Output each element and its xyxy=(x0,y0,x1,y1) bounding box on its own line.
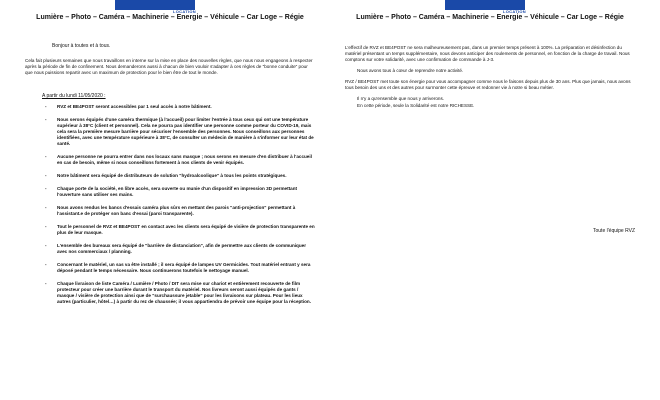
list-item: - Concernant le matériel, un sas va être installé ; il sera équipé de lampes UV Germicides. Tout matériel entrant y sera déposé pendant le temps nécessaire. Nous continuerons toutefois le nettoyage manuel. xyxy=(45,262,315,274)
measures-list xyxy=(25,104,315,312)
list-item: - Chaque livraison de liste Caméra / Lumière / Photo / DIT sera mise sur chariot et entièrement recouverte de film protecteur pour créer une barrière durant le transport du matériel. Nos livreurs seront aussi équipés de gants / masque / visière de protection ainsi que de "surchaussure jetable" pour les livraisons sur plateau. Pour les lieux autres (particulier, hôtel…) à partir du rez de chaussée; il vous appartiendra de prévoir une équipe pour la réception. xyxy=(45,281,315,305)
header-tagline: Lumière – Photo – Caméra – Machinerie – Energie – Véhicule – Car Loge – Régie xyxy=(356,14,624,21)
list-item: - L'ensemble des bureaux sera équipé de "barrière de distanciation", afin de permettre aux clients de communiquer avec nos commerciaux / planning. xyxy=(45,243,315,255)
list-item: - Tout le personnel de RVZ et BE4POST en contact avec les clients sera équipé de visière de protection transparente en plus de leur masque. xyxy=(45,224,315,236)
left-page xyxy=(25,0,315,400)
greeting: Bonjour à toutes et à tous. xyxy=(52,43,111,49)
right-page xyxy=(345,0,635,400)
support-paragraph: RVZ / BE4POST met toute son énergie pour vous accompagner comme nous le faisons depuis plus de 30 ans. Plus que jamais, nous avons tous besoin des uns et des autres pour surmonter cette épreuve et redonner vie à notre si beau métier. xyxy=(345,79,631,90)
logo-location-text: LOCATION xyxy=(503,9,526,14)
list-item: - Notre bâtiment sera équipé de distributeurs de solution "hydroalcoolique" à tous les points stratégiques. xyxy=(45,173,315,179)
list-item: - Aucune personne ne pourra entrer dans nos locaux sans masque ; nous serons en mesure d'en distribuer à l'accueil en cas de besoin, même si nous conseillons fortement à nos clients de venir équipés. xyxy=(45,154,315,166)
list-item: - RVZ et BE4POST seront accessibles par 1 seul accès à notre bâtiment. xyxy=(45,104,315,110)
closing-text xyxy=(345,45,635,114)
together-line: Il n'y a qu'ensemble que nous y arriverons. xyxy=(357,96,445,101)
header-tagline: Lumière – Photo – Caméra – Machinerie – Energie – Véhicule – Car Loge – Régie xyxy=(36,14,304,21)
list-item: - Nous avons rendus les bancs d'essais caméra plus sûrs en mettant des parois "anti-projection" permettant à l'assistant.e de protéger son banc d'essai (paroi transparente). xyxy=(45,205,315,217)
resume-activity-line: Nous avons tous à cœur de reprendre notre activité. xyxy=(357,68,464,73)
signature: Toute l'équipe RVZ xyxy=(593,228,635,234)
staffing-paragraph: L'effectif de RVZ et BE4POST ne sera malheureusement pas, dans un premier temps présent à 100%. La préparation et désinfection du matériel présentant un temps supplémentaire, nous devons anticiper des roulements de personnel, en fonction de la charge de travail. Nous comptons sur votre solidarité, avec une confirmation de commande à J-3. xyxy=(345,45,630,62)
list-item: - Nous serons équipés d'une caméra thermique (à l'accueil) pour limiter l'entrée à tous ceux qui ont une température supérieur à 38°C (client et personnel). Cela ne pourra pas identifier une personne comme porteur du COVID-19, mais cela sera la première mesure barrière pour sécuriser l'ensemble des personnes. Nous conseillons aux personnes identifiées, avec une température supérieure à 38°C, de consulter un médecin de manière à s'informer sur leur état de santé. xyxy=(45,117,315,147)
intro-paragraph: Cela fait plusieurs semaines que nous travaillons en interne sur la mise en place des nouvelles règles, que nous nous engageons à respecter après la période de fin de confinement. Nous demanderons aussi à chacun de bien vouloir s'adapter à ces règles de "bonne conduite" pour que nous puissions repartir avec un maximum de protection pour le bien être de tout le monde. xyxy=(25,58,313,75)
logo-location-text: LOCATION xyxy=(173,9,196,14)
start-date-heading: A partir du lundi 11/05/2020 : xyxy=(42,93,106,99)
list-item: - Chaque porte de la société, en libre accès, sera ouverte ou munie d'un dispositif en impression 3D permettant l'ouverture sans utiliser ses mains. xyxy=(45,186,315,198)
solidarity-line: En cette période, seule la Solidarité est notre RICHESSE. xyxy=(357,103,475,108)
